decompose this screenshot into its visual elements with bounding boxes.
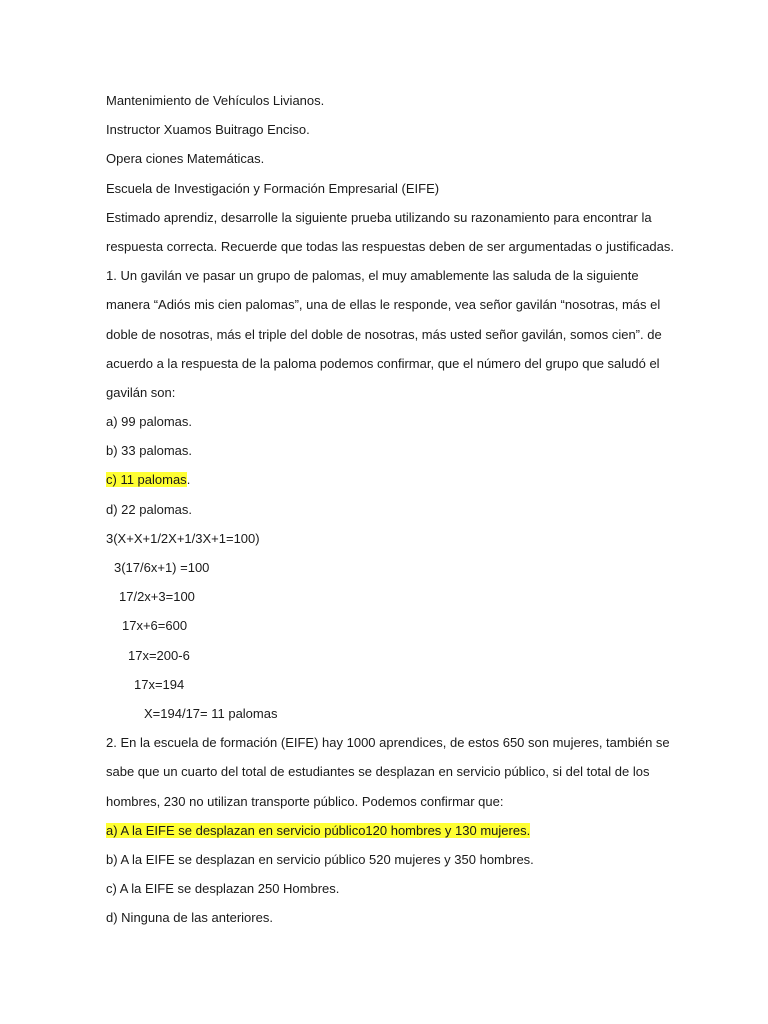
highlighted-answer: c) 11 palomas xyxy=(106,472,187,488)
instructor-name: Instructor Xuamos Buitrago Enciso. xyxy=(106,122,310,138)
work-line: 17x+6=600 xyxy=(122,618,188,634)
question-1-text: 1. Un gavilán ve pasar un grupo de palomas, el muy amablemente las saluda de la siguiente xyxy=(106,268,639,284)
question-1-text: acuerdo a la respuesta de la paloma podemos confirmar, que el número del grupo que saludó el xyxy=(106,355,660,371)
work-line: 3(17/6x+1) =100 xyxy=(114,560,210,575)
topic-title: Opera ciones Matemáticas. xyxy=(106,151,265,167)
option-c-period: . xyxy=(186,472,191,488)
highlighted-answer: a) A la EIFE se desplazan en servicio público120 hombres y 130 mujeres. xyxy=(106,822,531,838)
question-1-text: doble de nosotras, más el triple del doble de nosotras, más usted señor gavilán, somos cien”. de xyxy=(106,326,662,342)
question-1-option-b: b) 33 palomas. xyxy=(106,443,192,459)
question-2-text: hombres, 230 no utilizan transporte público. Podemos confirmar que: xyxy=(106,793,504,809)
school-name: Escuela de Investigación y Formación Empresarial (EIFE) xyxy=(106,180,440,196)
question-1-text: manera “Adiós mis cien palomas”, una de ellas le responde, vea señor gavilán “nosotras, más el xyxy=(106,297,661,313)
question-2-option-b: b) A la EIFE se desplazan en servicio público 520 mujeres y 350 hombres. xyxy=(106,851,534,867)
question-2-option-c: c) A la EIFE se desplazan 250 Hombres. xyxy=(106,881,340,897)
question-1-option-c xyxy=(106,465,666,494)
work-line: 17x=200-6 xyxy=(128,647,190,663)
work-line: X=194/17= 11 palomas xyxy=(144,705,278,721)
question-2-text: 2. En la escuela de formación (EIFE) hay 1000 aprendices, de estos 650 son mujeres, también se xyxy=(106,735,670,751)
work-line: 3(X+X+1/2X+1/3X+1=100) xyxy=(106,530,260,546)
work-line: 17/2x+3=100 xyxy=(119,589,195,605)
intro-line: respuesta correcta. Recuerde que todas las respuestas deben de ser argumentadas o justificadas. xyxy=(106,238,675,254)
question-2-option-d: d) Ninguna de las anteriores. xyxy=(106,910,273,926)
document-body xyxy=(106,86,675,932)
question-1-option-d: d) 22 palomas. xyxy=(106,501,192,517)
work-line: 17x=194 xyxy=(134,676,185,692)
question-2-option-a xyxy=(106,816,666,845)
course-title: Mantenimiento de Vehículos Livianos. xyxy=(106,93,325,108)
question-1-text: gavilán son: xyxy=(106,384,176,400)
intro-line: Estimado aprendiz, desarrolle la siguiente prueba utilizando su razonamiento para encontrar la xyxy=(106,209,652,225)
question-2-text: sabe que un cuarto del total de estudiantes se desplazan en servicio público, si del total de los xyxy=(106,764,650,780)
question-1-option-a: a) 99 palomas. xyxy=(106,414,192,430)
